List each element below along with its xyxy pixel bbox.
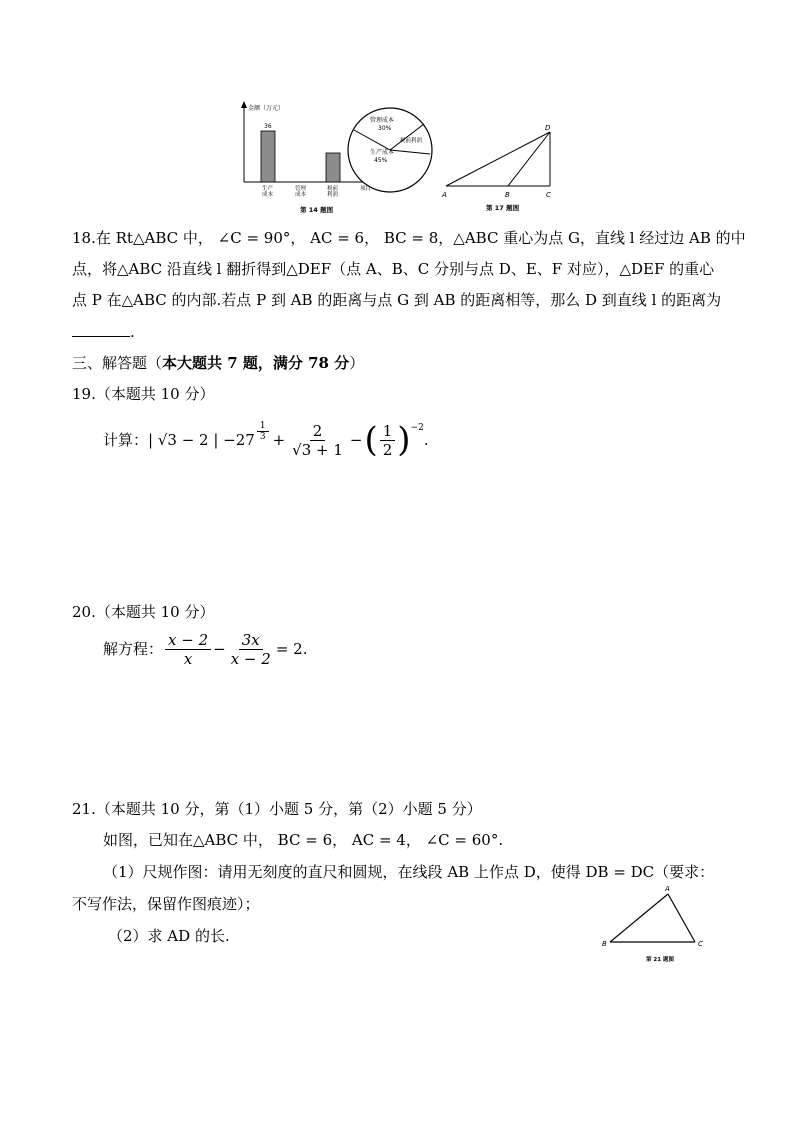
- point-d-label: D: [545, 124, 551, 132]
- q20-fraction-2: [228, 631, 274, 668]
- answer-blank-line: [72, 322, 130, 337]
- q20-fraction-1: [165, 631, 211, 668]
- q21-line-3: 不写作法，保留作图痕迹）；: [72, 895, 260, 913]
- section-3-title-bold: 本大题共 7 题，满分 78 分: [162, 354, 350, 372]
- section-3-title: [72, 353, 364, 373]
- q19-right-paren: ): [397, 420, 411, 460]
- figure-21-caption: 第 21 题图: [646, 957, 674, 963]
- pie-label-production: 生产成本: [370, 149, 395, 156]
- y-axis-arrow: [241, 101, 247, 108]
- point-b-label: B: [602, 940, 607, 948]
- q21-line-4: （2）求 AD 的长.: [108, 927, 230, 945]
- pie-label-production-pct: 45%: [374, 157, 388, 164]
- y-axis-label: 金额（万元）: [248, 105, 285, 112]
- section-3-title-suffix: ）: [349, 354, 365, 372]
- q19-plus: +: [272, 431, 286, 449]
- q20-f1-num: x − 2: [165, 631, 211, 650]
- bar-value-label: 36: [264, 123, 272, 130]
- figure-21-svg: [598, 882, 718, 966]
- q19-expression: [103, 418, 429, 462]
- figure-21: [598, 882, 718, 966]
- q18-line-1: 18.在 Rt△ABC 中， ∠C = 90°， AC = 6， BC = 8，△ABC 重心为点 G，直线 l 经过边 AB 的中: [72, 229, 746, 247]
- q19-frac-num: 2: [310, 422, 326, 441]
- q21-line-1: 如图，已知在△ABC 中， BC = 6， AC = 4， ∠C = 60°.: [103, 831, 504, 849]
- x-axis-end-label: 项目: [360, 186, 372, 192]
- figure-17-caption: 第 17 题图: [486, 204, 520, 212]
- pie-label-profit: 税前利润: [400, 138, 423, 144]
- q19-header: 19.（本题共 10 分）: [72, 385, 215, 403]
- q19-left-paren: (: [364, 420, 378, 460]
- q20-equation: [103, 627, 307, 671]
- segment-ba: [610, 894, 668, 942]
- figure-14-pie: [344, 104, 436, 196]
- pie-chart: [344, 104, 436, 196]
- q20-f2-den: x − 2: [230, 649, 271, 668]
- q20-f2-num: 3x: [239, 631, 263, 650]
- pie-label-management-pct: 30%: [378, 125, 392, 132]
- q19-exp-num: 1: [257, 421, 269, 432]
- category-label-2: 税前利润: [327, 186, 339, 198]
- q20-header: 20.（本题共 10 分）: [72, 603, 215, 621]
- bar-production-cost: [261, 131, 275, 182]
- q20-rhs: = 2.: [275, 640, 308, 658]
- point-a-label: A: [442, 191, 447, 199]
- point-a-label: A: [665, 885, 670, 893]
- q19-frac-den: √3 + 1: [292, 440, 343, 459]
- q20-prompt: 解方程：: [103, 640, 164, 658]
- q19-fraction: [289, 422, 346, 459]
- q19-prompt: 计算：: [103, 431, 149, 449]
- q19-exp-den: 3: [259, 431, 266, 442]
- q18-line-2: 点，将△ABC 沿直线 l 翻折得到△DEF（点 A、B、C 分别与点 D、E、F 对应），△DEF 的重心: [72, 260, 715, 278]
- figure-14-caption: 第 14 题图: [300, 206, 334, 214]
- q20-minus: −: [213, 640, 226, 658]
- q19-exponent-fraction: [257, 421, 269, 442]
- figure-17: [438, 120, 568, 216]
- bar-pretax-profit: [326, 153, 340, 182]
- q20-f1-den: x: [183, 649, 193, 668]
- q18-answer-blank: .: [72, 322, 135, 342]
- category-label-0: 生产成本: [262, 186, 274, 198]
- q19-paren-fraction: [380, 422, 396, 459]
- q19-paren-num: 1: [380, 422, 396, 441]
- q19-paren-den: 2: [382, 440, 393, 459]
- q19-minus: −: [349, 431, 363, 449]
- figure-17-svg: [438, 120, 568, 216]
- section-3-title-prefix: 三、解答题（: [72, 354, 163, 372]
- q21-line-2: （1）尺规作图：请用无刻度的直尺和圆规，在线段 AB 上作点 D，使得 DB = DC（要求：: [103, 863, 715, 881]
- point-b-label: B: [505, 191, 510, 199]
- category-label-1: 管理成本: [295, 186, 307, 198]
- segment-ac: [668, 894, 695, 942]
- point-c-label: C: [546, 191, 551, 199]
- q19-period: .: [423, 431, 429, 449]
- point-c-label: C: [698, 940, 703, 948]
- pie-label-management: 管理成本: [370, 117, 395, 124]
- segment-bd: [508, 132, 550, 186]
- segment-ad: [446, 132, 550, 186]
- q19-abs-part: | √3 − 2 | −27: [148, 431, 255, 449]
- q18-line-3: 点 P 在△ABC 的内部.若点 P 到 AB 的距离与点 G 到 AB 的距离相等，那么 D 到直线 l 的距离为: [72, 291, 722, 309]
- q21-header: 21.（本题共 10 分，第（1）小题 5 分，第（2）小题 5 分）: [72, 800, 482, 818]
- q19-paren-exponent: −2: [410, 423, 424, 433]
